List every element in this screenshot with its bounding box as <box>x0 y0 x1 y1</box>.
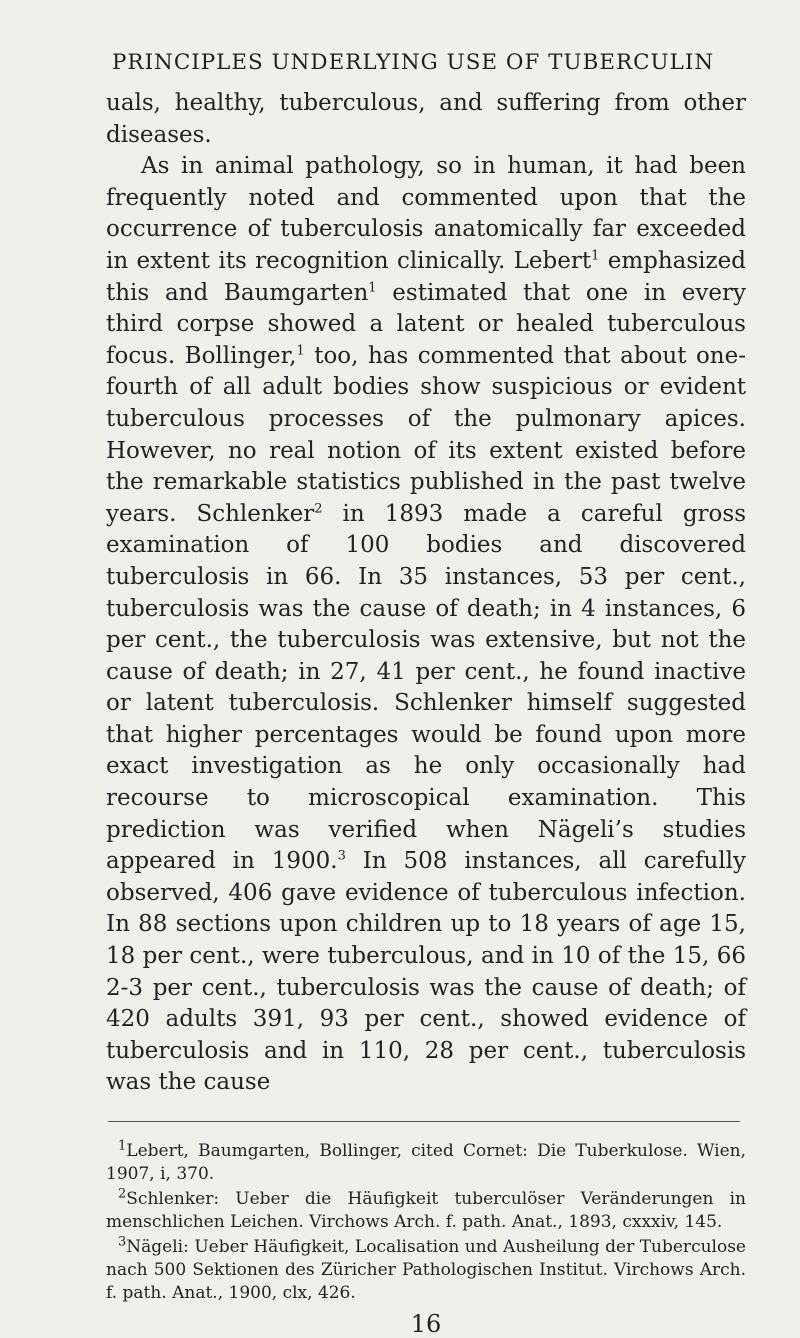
text-segment: As in animal pathology, so in human, it had been frequently noted and commented upon that the occurrence of tuberculosis anatomically far exceeded in extent its recognition clinically. Lebert <box>106 153 746 274</box>
footnote-text: Schlenker: Ueber die Häufigkeit tuberculöser Veränderungen in menschlichen Leichen. Virchows Arch. f. path. Anat., 1893, cxxxiv, 145. <box>106 1189 746 1232</box>
paragraph-continuation: uals, healthy, tuberculous, and suffering from other diseases. <box>106 90 746 148</box>
text-segment: too, has commented that about one-fourth of all adult bodies show suspicious or evident tuberculous processes of the pulmonary apices. However, no real notion of its extent existed before the remarkable statistics published in the past twelve years. Schlenker <box>106 342 746 527</box>
footnote-mark: 2 <box>118 1186 127 1202</box>
footnotes <box>106 1140 746 1304</box>
footnote <box>106 1140 746 1185</box>
footnote-ref: 3 <box>337 848 346 864</box>
footnote-text: Nägeli: Ueber Häufigkeit, Localisation und Ausheilung der Tuberculose nach 500 Sektionen des Züricher Pathologischen Institut. Virchows Arch. f. path. Anat., 1900, clx, 426. <box>106 1237 746 1303</box>
footnote <box>106 1188 746 1233</box>
footnote-mark: 1 <box>118 1138 127 1154</box>
page-number: 16 <box>410 1310 442 1338</box>
text-segment: in 1893 made a careful gross examination of 100 bodies and discovered tuberculosis in 66. In 35 instances, 53 per cent., tuberculosis was the cause of death; in 4 instances, 6 per cent., the tuberculosis was extensive, but not the cause of death; in 27, 41 per cent., he found inactive or latent tuberculosis. Schlenker himself suggested that higher percentages would be found upon more exact investigation as he only occasionally had recourse to microscopical examination. This prediction was verified when Nägeli’s studies appeared in 1900. <box>106 500 746 875</box>
footnote-mark: 3 <box>118 1234 127 1250</box>
footnote-ref: 1 <box>368 279 377 295</box>
running-head: PRINCIPLES UNDERLYING USE OF TUBERCULIN <box>112 50 715 74</box>
footnote-text: Lebert, Baumgarten, Bollinger, cited Cornet: Die Tuberkulose. Wien, 1907, i, 370. <box>106 1141 746 1184</box>
text-segment: emphasized this and Baumgarten <box>106 247 746 306</box>
footnote-ref: 2 <box>314 501 323 517</box>
book-page <box>106 50 746 1338</box>
text-segment: In 508 instances, all carefully observed, 406 gave evidence of tuberculous infection. In 88 sections upon children up to 18 years of age 15, 18 per cent., were tuberculous, and in 10 of the 15, 66 2-3 per cent., tuberculosis was the cause of death; of 420 adults 391, 93 per cent., showed evidence of tuberculosis and in 110, 28 per cent., tuberculosis was the cause <box>106 848 747 1096</box>
text-segment: estimated that one in every third corpse showed a latent or healed tuberculous focus. Bollinger, <box>106 279 747 369</box>
footnote-ref: 1 <box>591 248 600 264</box>
main-text <box>106 88 746 1099</box>
footnote <box>106 1236 746 1304</box>
footnote-divider <box>108 1121 740 1122</box>
footnote-ref: 1 <box>296 343 305 359</box>
paragraph-tuberculosis-statistics <box>106 151 746 1099</box>
